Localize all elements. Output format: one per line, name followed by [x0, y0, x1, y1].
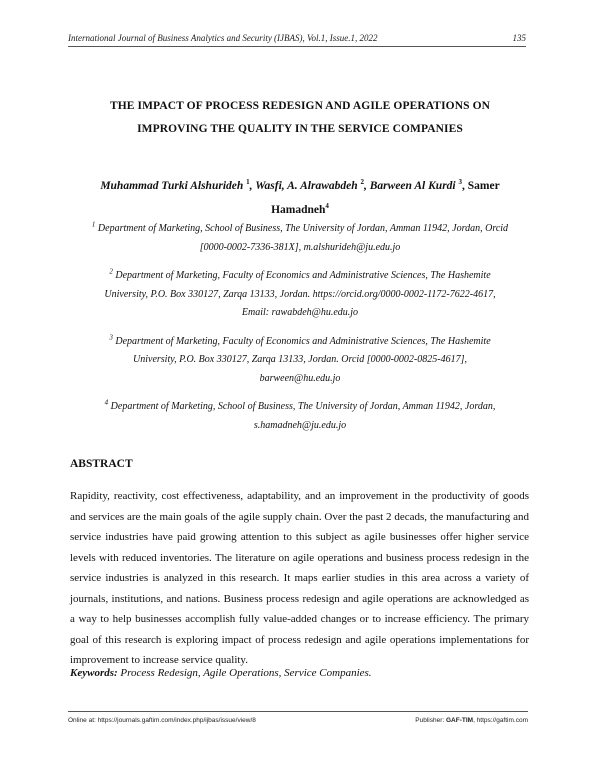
title-line-1: THE IMPACT OF PROCESS REDESIGN AND AGILE OPERATIONS ON	[109, 100, 491, 112]
affiliation-line: [0000-0002-7336-381X], m.alshurideh@ju.edu.jo	[199, 241, 401, 253]
title-line-2: IMPROVING THE QUALITY IN THE SERVICE COMPANIES	[137, 123, 463, 135]
journal-name: International Journal of Business Analytics and Security (IJBAS), Vol.1, Issue.1, 2022	[68, 33, 378, 43]
affiliation-superscript: 3	[109, 333, 113, 342]
affiliations	[70, 220, 530, 445]
running-header	[68, 33, 526, 47]
affiliation	[70, 220, 530, 257]
publisher-url[interactable]: , https://gaftim.com	[473, 717, 528, 724]
publisher-label: Publisher:	[415, 717, 445, 724]
publisher-name: GAF-TIM	[446, 717, 474, 724]
affiliation	[70, 398, 530, 435]
affiliation-line: Department of Marketing, School of Business, The University of Jordan, Amman 11942, Jordan, Orcid	[97, 223, 509, 234]
author-name: Barween Al Kurdi	[369, 180, 456, 192]
page-number: 135	[512, 33, 526, 43]
author-list: Muhammad Turki Alshurideh $^1$, Wasfi, A. Alrawabdeh $^2$, Barween Al Kurdi $^3$, Samer Hamadneh$^4$	[100, 178, 500, 216]
author-superscript: 3	[458, 178, 462, 187]
affiliation	[70, 333, 530, 389]
affiliation-superscript: 4	[104, 398, 109, 407]
publisher-info	[415, 717, 528, 724]
affiliation	[70, 267, 530, 323]
affiliation-line: Department of Marketing, Faculty of Economics and Administrative Sciences, The Hashemite	[115, 335, 491, 347]
author-name: Muhammad Turki Alshurideh	[100, 180, 244, 192]
affiliation-line: Email: rawabdeh@hu.edu.jo	[241, 307, 359, 318]
author-name: Wasfi, A. Alrawabdeh	[255, 180, 358, 192]
author-name: Samer Hamadneh	[271, 180, 500, 216]
affiliation-line: s.hamadneh@ju.edu.jo	[253, 419, 347, 431]
keywords-label: Keywords:	[70, 667, 118, 679]
affiliation-superscript: 2	[109, 267, 113, 276]
affiliation-line: University, P.O. Box 330127, Zarqa 13133, Jordan. https://orcid.org/0000-0002-1172-7622-4617,	[104, 288, 496, 300]
abstract-heading: ABSTRACT	[70, 458, 133, 470]
author-superscript: 4	[325, 202, 329, 211]
online-link[interactable]: Online at: https://journals.gaftim.com/index.php/ijbas/issue/view/8	[68, 717, 256, 724]
paper-title	[80, 95, 520, 141]
abstract-body: Rapidity, reactivity, cost effectiveness, adaptability, and an improvement in the productivity of goods and services are the main goals of the agile supply chain. Over the past 2 decads, the manufacturing and service industries have paid growing attention to this subject as agile businesses offer higher service levels with reduced inventories. The literature on agile operations and business process redesign in the service industries is analyzed in this research. It maps earlier studies in this area across a variety of journals, institutions, and nations. Business process redesign and agile operations are acknowledged as a way to help businesses accomplish fully value-added changes or to increase efficiency. The primary goal of this research is exploring impact of process redesign and agile operations implementations for improvement to increase service quality.	[70, 490, 529, 666]
keywords	[70, 667, 530, 679]
affiliation-line: barween@hu.edu.jo	[259, 372, 341, 384]
page-footer	[68, 711, 528, 724]
affiliation-superscript: 1	[91, 220, 96, 229]
author-superscript: 1	[246, 178, 250, 187]
affiliation-line: Department of Marketing, School of Business, The University of Jordan, Amman 11942, Jordan,	[110, 401, 496, 412]
affiliation-line: University, P.O. Box 330127, Zarqa 13133, Jordan. Orcid [0000-0002-0825-4617],	[133, 354, 467, 365]
author-superscript: 2	[360, 178, 365, 187]
keywords-text: Process Redesign, Agile Operations, Service Companies.	[120, 667, 372, 679]
affiliation-line: Department of Marketing, Faculty of Economics and Administrative Sciences, The Hashemite	[115, 270, 491, 281]
